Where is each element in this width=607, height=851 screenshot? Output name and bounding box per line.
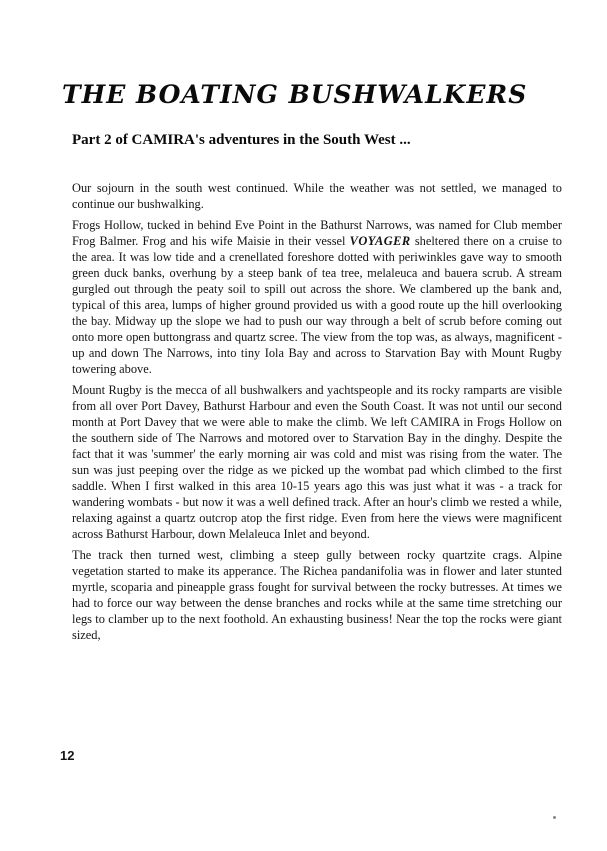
paragraph-frogs-hollow-start: Frogs Hollow, tucked in behind Eve Point in the Bathurst Narrows, was named for Club member Frog Balmer. Frog and his wife Maisie in their vessel xyxy=(72,218,562,248)
paragraph-mount-rugby: Mount Rugby is the mecca of all bushwalkers and yachtspeople and its rocky ramparts are visible from all over Port Davey, Bathurst Harbour and even the South Coast. It was not until our second month at Port Davey that we were able to make the climb. We left CAMIRA in Frogs Hollow on the southern side of The Narrows and motored over to Starvation Bay in the dinghy. Despite the fact that it was 'summer' the early morning air was cold and mist was rising from the water. The sun was just peeping over the ridge as we picked up the wombat pad which climbed to the first saddle. When I first walked in this area 10-15 years ago this was just what it was - a track for wandering wombats - but now it was a well defined track. After an hour's climb we rested a while, relaxing against a quartz outcrop atop the first ridge. Even from here the views were magnificent across Bathurst Harbour, down Melaleuca Inlet and beyond. xyxy=(72,383,562,541)
scan-speck xyxy=(553,816,556,819)
vessel-name: VOYAGER xyxy=(349,234,411,248)
paragraph-frogs-hollow-end: sheltered there on a cruise to the area. It was low tide and a crenellated foreshore dotted with periwinkles gave way to smooth green duck banks, overhung by a steep bank of tea tree, melaleuca and bauera scrub. A stream gurgled out through the peaty soil to spill out across the shore. We clambered up the bank and, typical of this area, lumps of higher ground provided us with a good route up the hill overlooking the bay. Midway up the slope we had to push our way through a belt of scrub before coming out onto more open buttongrass and quartz scree. The view from the top was, as always, magnificent - up and down The Narrows, into tiny Iola Bay and across to Starvation Bay with Mount Rugby towering above. xyxy=(72,234,563,376)
page-number: 12 xyxy=(60,748,75,763)
paragraph-track-west: The track then turned west, climbing a steep gully between rocky quartzite crags. Alpine vegetation started to make its apperance. The Richea pandanifolia was in flower and later stunted myrtle, scoparia and pineapple grass fought for survival between the rocky butresses. At times we had to force our way between the dense branches and rocks while at the same time stretching our legs to clamber up to the next foothold. An exhausting business! Near the top the rocks were giant sized, xyxy=(72,548,562,642)
article-subtitle: Part 2 of CAMIRA's adventures in the South West ... xyxy=(72,132,411,148)
article-body xyxy=(72,180,562,648)
paragraph-sojourn: Our sojourn in the south west continued. While the weather was not settled, we managed to continue our bushwalking. xyxy=(72,181,562,211)
article-title: THE BOATING BUSHWALKERS xyxy=(62,80,528,109)
paragraph-frogs-hollow xyxy=(72,217,562,377)
